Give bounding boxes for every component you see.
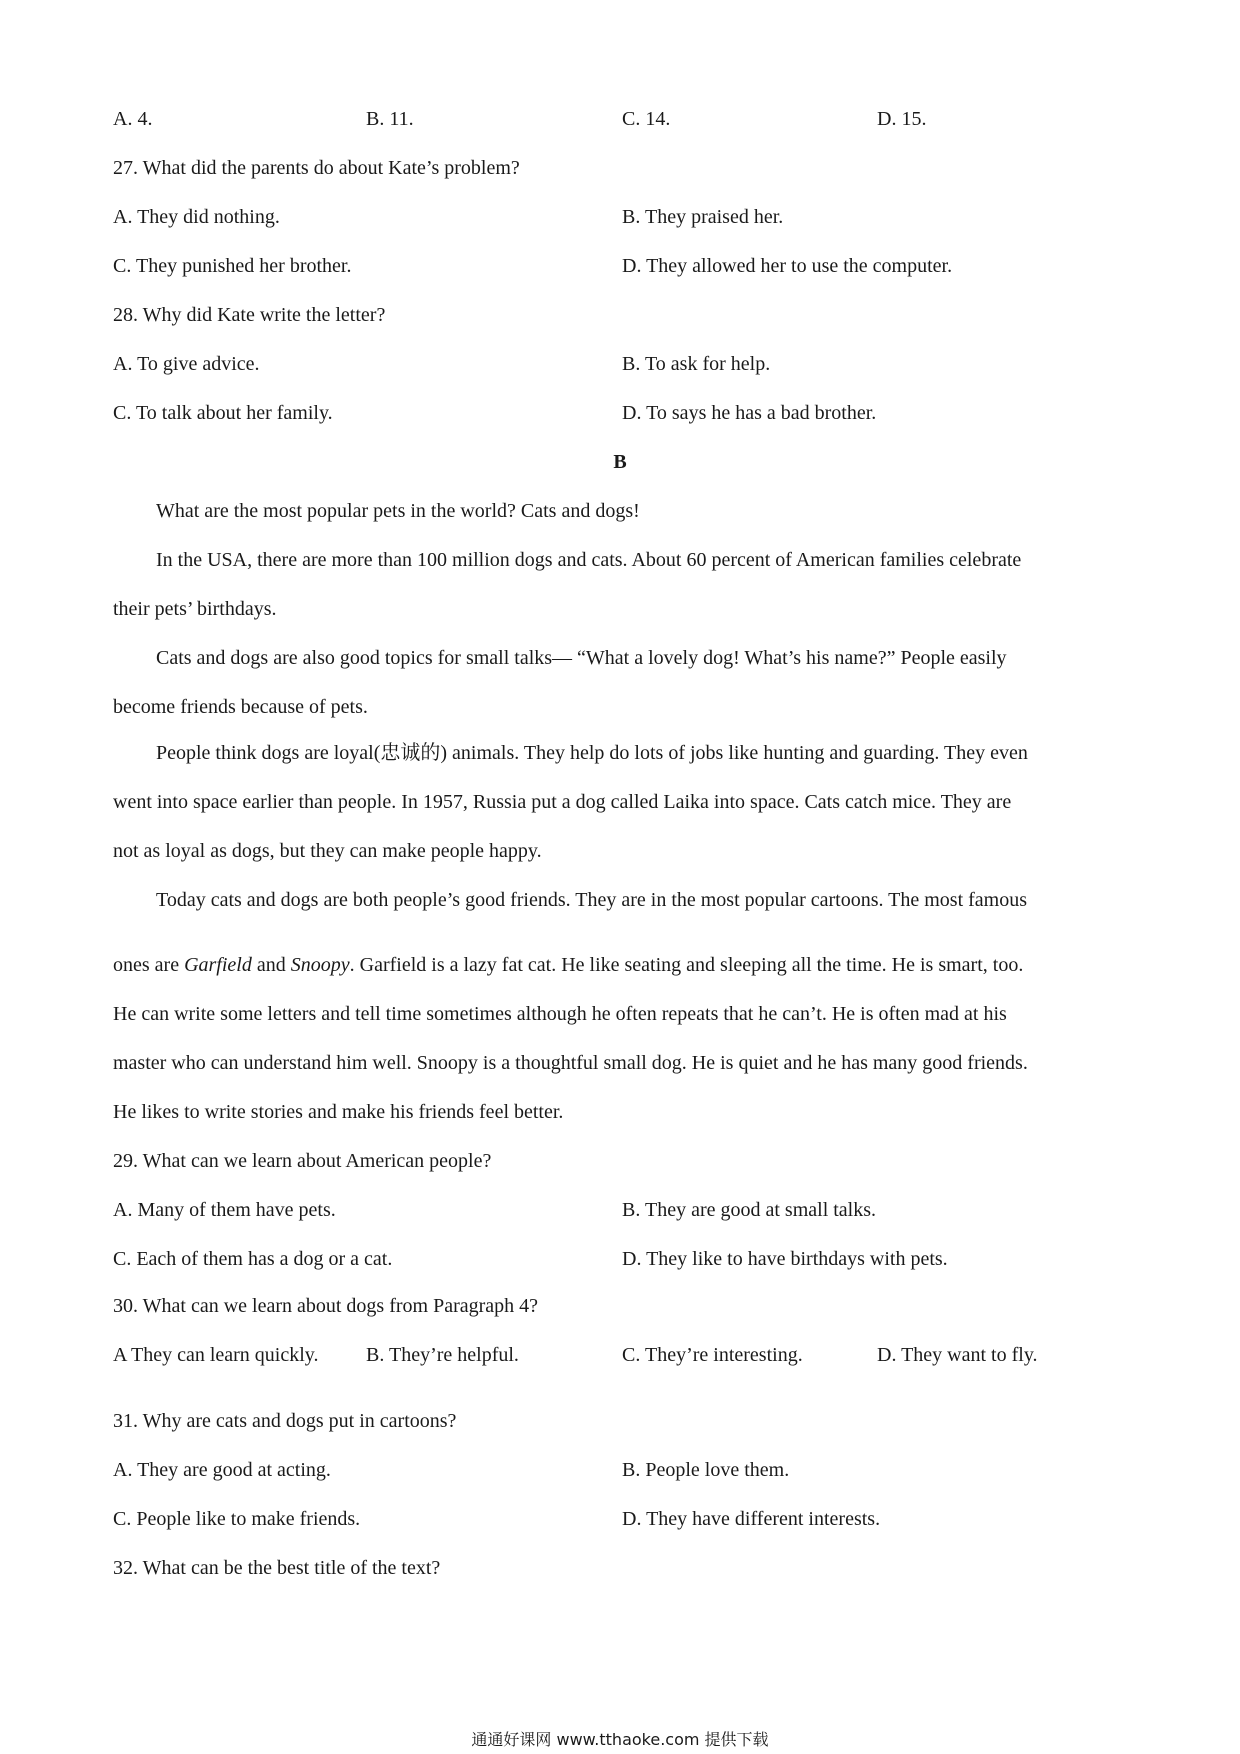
cartoon-title-garfield: Garfield	[184, 954, 252, 976]
q26-option-a: A. 4.	[113, 108, 153, 130]
passage-p5-line3: He can write some letters and tell time sometimes although he often repeats that he can’t. He is often mad at his	[113, 1003, 1007, 1025]
q31-option-b: B. People love them.	[622, 1459, 790, 1481]
q29-option-a: A. Many of them have pets.	[113, 1199, 336, 1221]
q29-question: 29. What can we learn about American people?	[113, 1150, 492, 1172]
section-heading-b: B	[613, 451, 627, 473]
passage-p4-line1: People think dogs are loyal(忠诚的) animals. They help do lots of jobs like hunting and guarding. They even	[156, 742, 1028, 764]
passage-p2-line1: In the USA, there are more than 100 million dogs and cats. About 60 percent of American families celebrate	[156, 549, 1022, 571]
passage-p4-line2: went into space earlier than people. In 1957, Russia put a dog called Laika into space. Cats catch mice. They are	[113, 791, 1012, 813]
passage-text: and	[251, 954, 291, 976]
page-footer: 通通好课网 www.tthaoke.com 提供下载	[471, 1730, 769, 1749]
q28-option-d: D. To says he has a bad brother.	[622, 402, 877, 424]
q27-question: 27. What did the parents do about Kate’s problem?	[113, 157, 520, 179]
passage-text: ones are	[113, 954, 185, 976]
passage-p3-line2: become friends because of pets.	[113, 696, 368, 718]
q31-option-c: C. People like to make friends.	[113, 1508, 361, 1530]
q30-option-d: D. They want to fly.	[877, 1344, 1038, 1366]
q28-option-b: B. To ask for help.	[622, 353, 771, 375]
q32-question: 32. What can be the best title of the text?	[113, 1557, 441, 1579]
passage-p5-line2	[113, 953, 1023, 977]
q30-option-a: A They can learn quickly.	[113, 1344, 319, 1366]
passage-p5-line1: Today cats and dogs are both people’s good friends. They are in the most popular cartoons. The most famous	[156, 889, 1027, 911]
q31-option-d: D. They have different interests.	[622, 1508, 881, 1530]
q26-option-d: D. 15.	[877, 108, 927, 130]
q31-question: 31. Why are cats and dogs put in cartoons?	[113, 1410, 457, 1432]
q29-option-d: D. They like to have birthdays with pets.	[622, 1248, 948, 1270]
q29-option-c: C. Each of them has a dog or a cat.	[113, 1248, 393, 1270]
q28-option-c: C. To talk about her family.	[113, 402, 333, 424]
passage-p2-line2: their pets’ birthdays.	[113, 598, 277, 620]
cartoon-title-snoopy: Snoopy	[290, 954, 350, 976]
q28-option-a: A. To give advice.	[113, 353, 260, 375]
passage-p3-line1: Cats and dogs are also good topics for small talks— “What a lovely dog! What’s his name?” People easily	[156, 647, 1007, 669]
passage-p4-line3: not as loyal as dogs, but they can make people happy.	[113, 840, 542, 862]
q27-option-d: D. They allowed her to use the computer.	[622, 255, 953, 277]
q27-option-c: C. They punished her brother.	[113, 255, 352, 277]
q30-question: 30. What can we learn about dogs from Paragraph 4?	[113, 1295, 539, 1317]
q26-option-c: C. 14.	[622, 108, 671, 130]
passage-text: . Garfield is a lazy fat cat. He like seating and sleeping all the time. He is smart, too.	[349, 954, 1024, 976]
passage-p5-line4: master who can understand him well. Snoopy is a thoughtful small dog. He is quiet and he has many good friends.	[113, 1052, 1028, 1074]
q27-option-a: A. They did nothing.	[113, 206, 280, 228]
q30-option-b: B. They’re helpful.	[366, 1344, 519, 1366]
q30-option-c: C. They’re interesting.	[622, 1344, 803, 1366]
q29-option-b: B. They are good at small talks.	[622, 1199, 877, 1221]
q28-question: 28. Why did Kate write the letter?	[113, 304, 386, 326]
passage-p1: What are the most popular pets in the world? Cats and dogs!	[156, 500, 640, 522]
q26-option-b: B. 11.	[366, 108, 414, 130]
passage-p5-line5: He likes to write stories and make his friends feel better.	[113, 1101, 564, 1123]
q31-option-a: A. They are good at acting.	[113, 1459, 331, 1481]
q27-option-b: B. They praised her.	[622, 206, 784, 228]
